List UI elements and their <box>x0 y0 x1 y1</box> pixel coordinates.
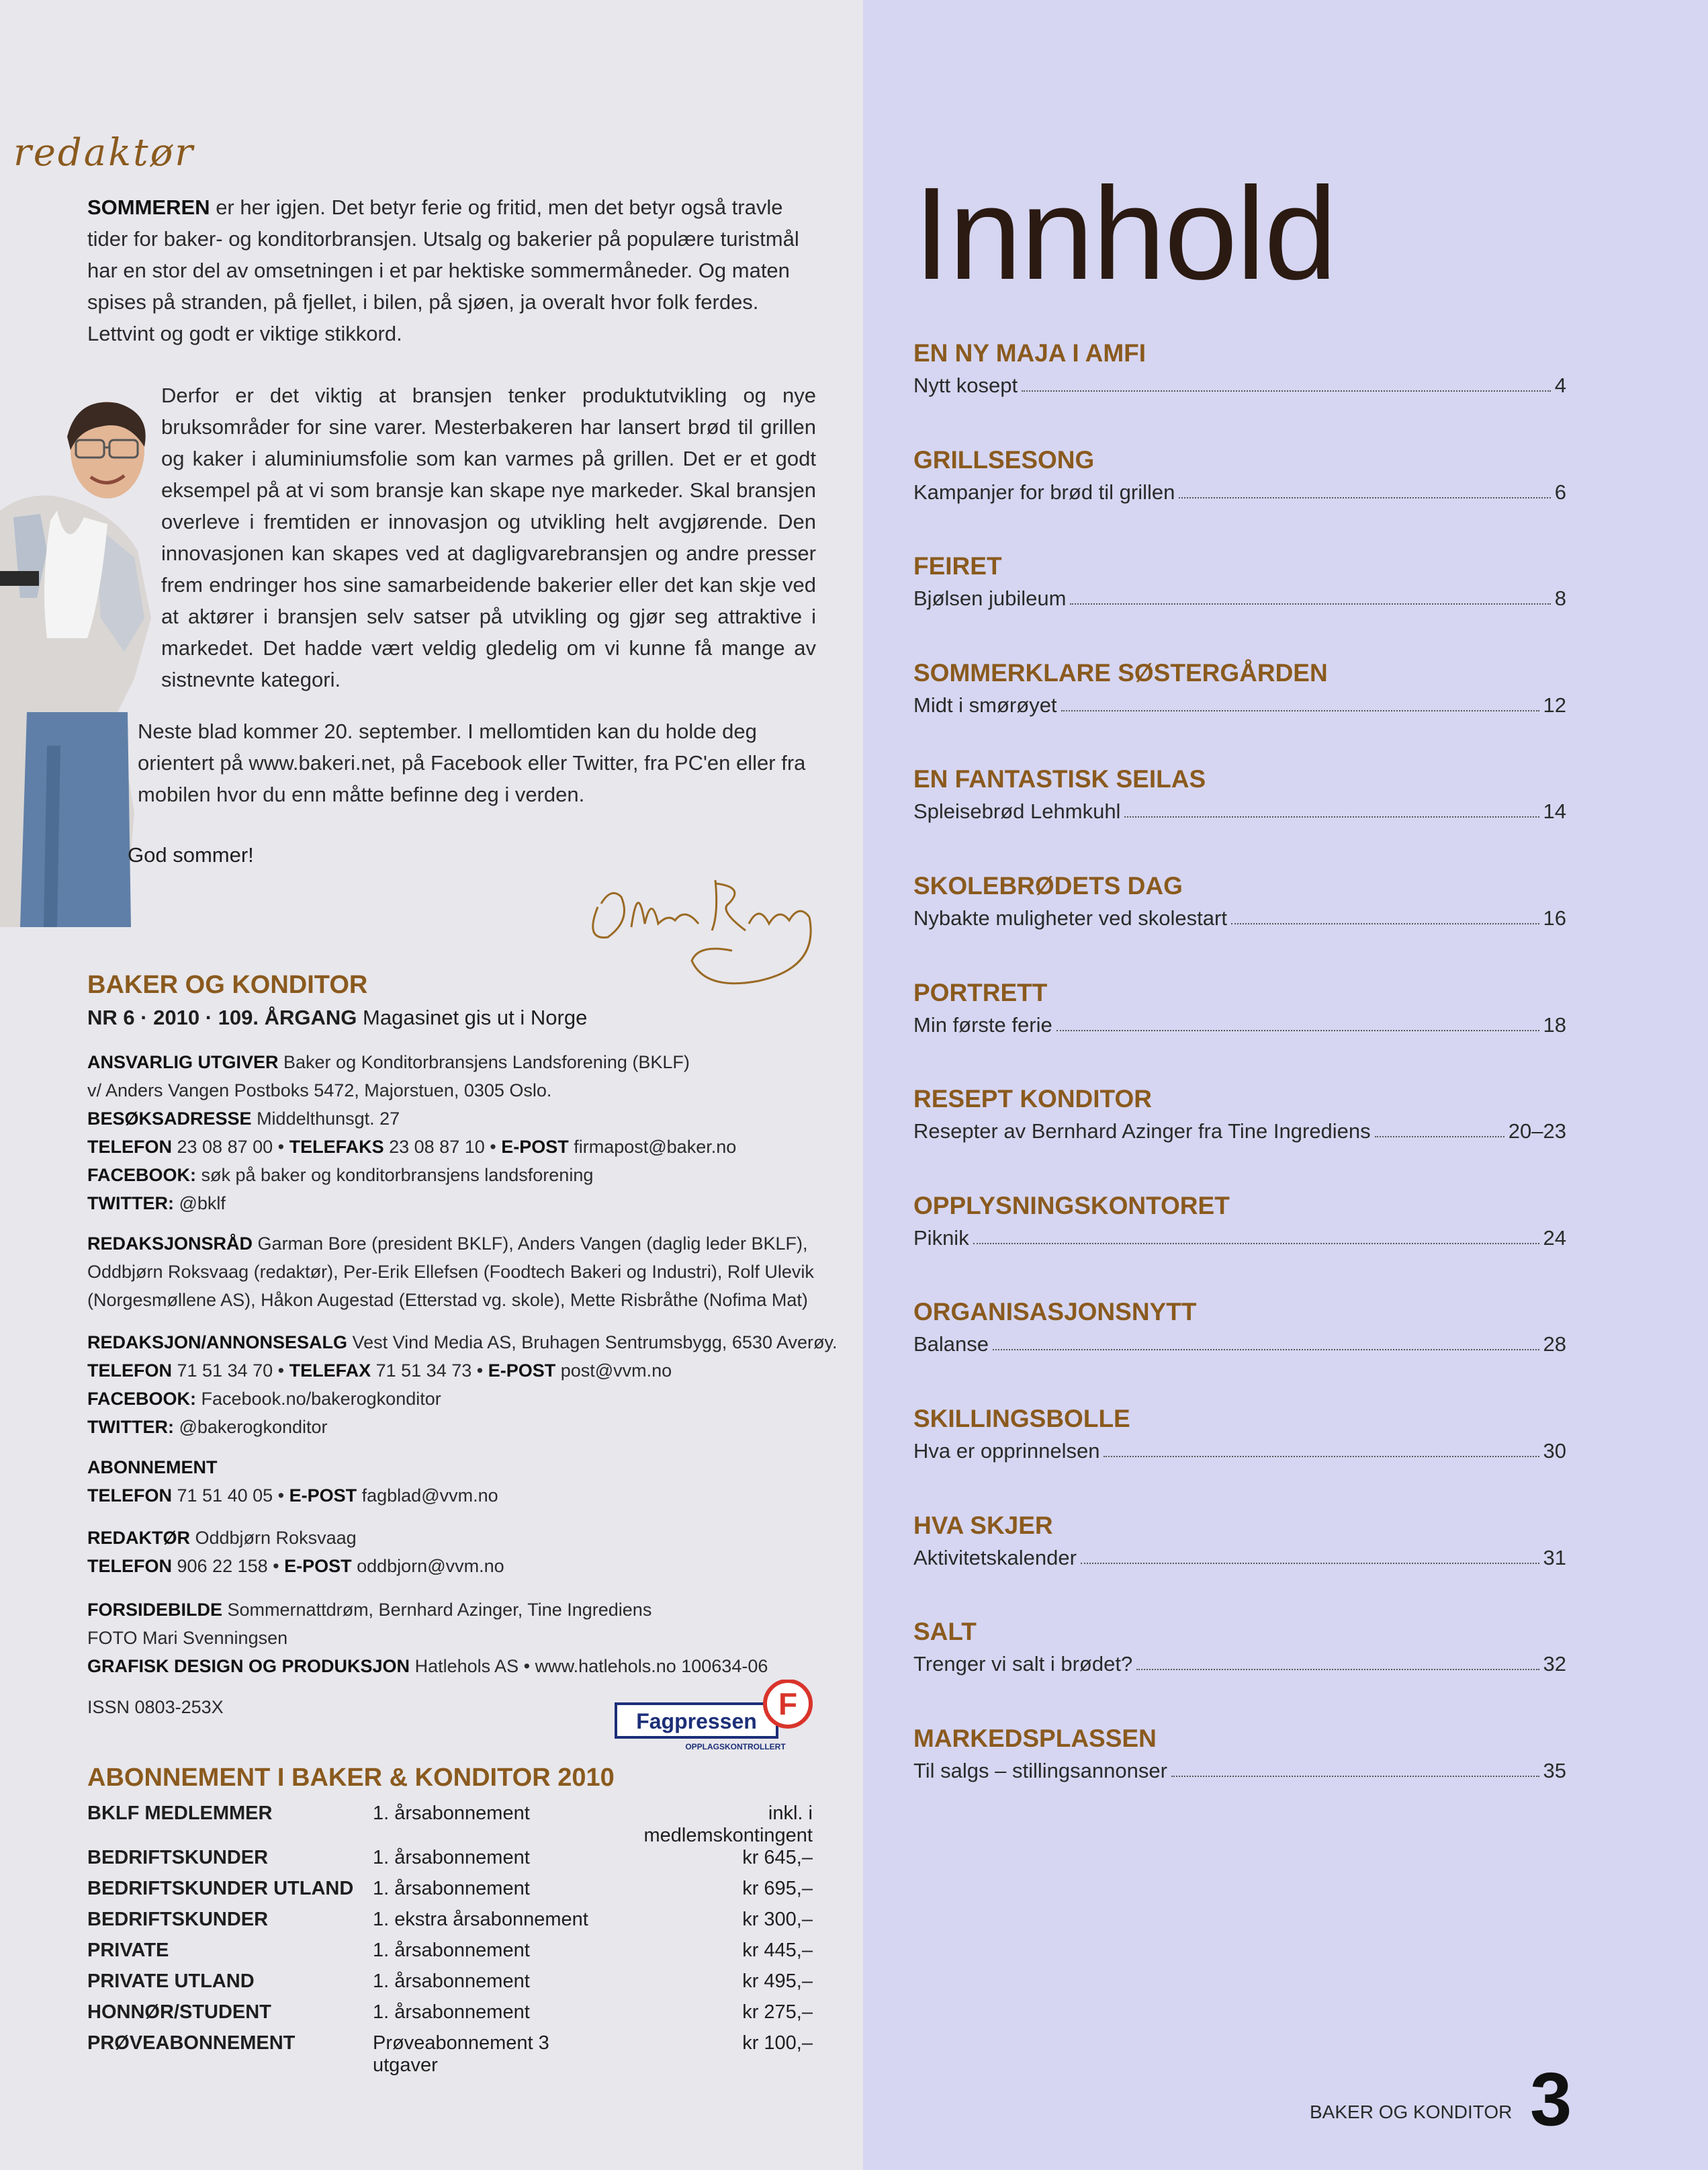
toc-subtitle: Bjølsen jubileum <box>913 587 1067 611</box>
dot-leader <box>1070 603 1550 605</box>
toc-heading: GRILLSESONG <box>913 445 1095 474</box>
toc-line <box>913 371 1566 398</box>
section-tag: redaktør <box>13 131 195 175</box>
toc-item[interactable] <box>913 1401 1566 1463</box>
publisher-block <box>87 1048 853 1217</box>
toc-subtitle: Nytt kosept <box>913 374 1018 397</box>
price: inkl. i medlemskontingent <box>643 1803 813 1846</box>
price: kr 275,– <box>742 2001 813 2023</box>
issue-line <box>87 1006 587 1030</box>
svg-text:OPPLAGSKONTROLLERT: OPPLAGSKONTROLLERT <box>685 1742 786 1751</box>
subscription-kind: 1. ekstra årsabonnement <box>373 1909 588 1930</box>
table-row <box>87 1847 813 1878</box>
toc-page-number: 24 <box>1543 1225 1566 1250</box>
dot-leader <box>1061 710 1539 711</box>
toc-item[interactable] <box>913 1188 1566 1250</box>
toc-page-number: 12 <box>1543 693 1566 717</box>
dot-leader <box>1179 497 1550 498</box>
label: REDAKSJONSRÅD <box>87 1233 253 1254</box>
subscriber-type: PRIVATE <box>87 1940 169 1961</box>
toc-line <box>913 478 1566 505</box>
subscriber-type: BKLF MEDLEMMER <box>87 1803 273 1824</box>
contents-title: Innhold <box>913 160 1337 307</box>
value: 71 51 34 70 • <box>172 1360 289 1381</box>
subscription-kind: 1. årsabonnement <box>373 2001 530 2023</box>
email[interactable]: post@vvm.no <box>555 1360 672 1381</box>
toc-subtitle: Aktivitetskalender <box>913 1545 1077 1569</box>
dot-leader <box>1081 1563 1539 1564</box>
subscription-kind: 1. årsabonnement <box>373 1878 530 1899</box>
value: 71 51 40 05 • <box>172 1485 289 1506</box>
issn: ISSN 0803-253X <box>87 1697 224 1717</box>
svg-text:Fagpressen: Fagpressen <box>636 1709 757 1733</box>
table-row <box>87 1878 813 1909</box>
toc-heading: FEIRET <box>913 552 1002 580</box>
lead-word: SOMMEREN <box>87 196 210 219</box>
table-row <box>87 1970 813 2001</box>
subscriber-type: BEDRIFTSKUNDER <box>87 1847 269 1868</box>
editor-contact-block <box>87 1524 853 1580</box>
footer-magazine-name: BAKER OG KONDITOR <box>1310 2101 1513 2122</box>
table-row <box>87 2032 813 2077</box>
greeting: God sommer! <box>128 843 254 867</box>
toc-page-number: 14 <box>1543 799 1566 824</box>
toc-item[interactable] <box>913 549 1566 611</box>
value: 906 22 158 • <box>172 1556 285 1576</box>
toc-item[interactable] <box>913 656 1566 718</box>
value: @bakerogkonditor <box>173 1417 328 1437</box>
toc-subtitle: Hva er opprinnelsen <box>913 1439 1100 1463</box>
value: søk på baker og konditorbransjens landsforening <box>196 1165 594 1185</box>
value: Hatlehols AS • www.hatlehols.no 100634-06 <box>410 1656 768 1676</box>
toc-subtitle: Midt i smørøyet <box>913 693 1057 717</box>
toc-page-number: 20–23 <box>1508 1119 1566 1143</box>
toc-item[interactable] <box>913 1721 1566 1783</box>
subscription-kind: 1. årsabonnement <box>373 1940 530 1961</box>
toc-item[interactable] <box>913 762 1566 824</box>
toc-heading: HVA SKJER <box>913 1511 1053 1539</box>
label: FORSIDEBILDE <box>87 1600 223 1620</box>
label: TELEFON <box>87 1137 172 1157</box>
toc-subtitle: Nybakte muligheter ved skolestart <box>913 906 1227 930</box>
label: REDAKSJON/ANNONSESALG <box>87 1332 348 1352</box>
label: TELEFAX <box>289 1360 371 1381</box>
subscriber-type: PRØVEABONNEMENT <box>87 2032 296 2054</box>
subscriber-type: BEDRIFTSKUNDER <box>87 1909 269 1930</box>
value: Garman Bore (president BKLF), Anders Vangen (daglig leder BKLF), Oddbjørn Roksvaag (redaktør), Per-Erik Ellefsen (Foodtech Bakeri og Industri), Rolf Ulevik (Norgesmøllene AS), Håkon Augestad (Etterstad vg. skole), Mette Risbråthe (Nofima Mat) <box>87 1233 814 1310</box>
label: E-POST <box>284 1556 352 1576</box>
label: E-POST <box>289 1485 357 1506</box>
subscription-kind: 1. årsabonnement <box>373 1803 530 1824</box>
toc-item[interactable] <box>913 443 1566 505</box>
label: FACEBOOK: <box>87 1389 196 1409</box>
value: Vest Vind Media AS, Bruhagen Sentrumsbygg, 6530 Averøy. <box>347 1332 838 1352</box>
toc-heading: OPPLYSNINGSKONTORET <box>913 1191 1230 1219</box>
toc-heading: SKILLINGSBOLLE <box>913 1405 1130 1432</box>
value: Facebook.no/bakerogkonditor <box>196 1389 441 1409</box>
price: kr 300,– <box>742 1909 813 1930</box>
toc-line <box>913 797 1566 824</box>
toc-page-number: 4 <box>1554 374 1566 397</box>
address: v/ Anders Vangen Postboks 5472, Majorstuen, 0305 Oslo. <box>87 1080 552 1100</box>
toc-item[interactable] <box>913 1082 1566 1143</box>
dot-leader <box>973 1243 1539 1244</box>
label: TELEFON <box>87 1556 172 1576</box>
toc-line <box>913 1543 1566 1570</box>
dot-leader <box>1104 1456 1539 1457</box>
editorial-paragraph-1 <box>87 191 813 349</box>
value: Sommernattdrøm, Bernhard Azinger, Tine Ingrediens <box>222 1600 652 1620</box>
label: GRAFISK DESIGN OG PRODUKSJON <box>87 1656 410 1676</box>
price: kr 695,– <box>742 1878 813 1899</box>
label: REDAKTØR <box>87 1528 190 1548</box>
issue-text: Magasinet gis ut i Norge <box>357 1006 588 1029</box>
price: kr 445,– <box>742 1940 813 1961</box>
toc-item[interactable] <box>913 1295 1566 1356</box>
toc-line <box>913 1436 1566 1463</box>
label: TWITTER: <box>87 1193 174 1213</box>
toc-line <box>913 584 1566 611</box>
dot-leader <box>993 1349 1539 1350</box>
subscription-kind: 1. årsabonnement <box>373 1970 530 1992</box>
subscriber-type: HONNØR/STUDENT <box>87 2001 271 2023</box>
editorial-board-block <box>87 1229 853 1314</box>
issue-number: NR 6 · 2010 · 109. ÅRGANG <box>87 1006 357 1029</box>
editorial-paragraph-2: Derfor er det viktig at bransjen tenker produktutvikling og nye bruksområder for sine varer. Mesterbakeren har lansert brød til grillen og kaker i aluminiumsfolie som kan varmes på grillen. Det er et godt eksempel på at vi som bransje kan skape nye markeder. Skal bransjen overleve i fremtiden er innovasjon og utvikling helt avgjørende. Den innovasjonen kan skapes ved at dagligvarebransjen og andre presser frem endringer hos sine samarbeidende bakerier eller det kan skje ved at aktører i bransjen selv satser på utvikling og gjør seg attraktive i markedet. Det hadde vært veldig gledelig om vi kunne få mange av sistnevnte kategori. <box>161 384 816 691</box>
toc-item[interactable] <box>913 1614 1566 1676</box>
toc-subtitle: Piknik <box>913 1225 969 1250</box>
dot-leader <box>1136 1669 1539 1670</box>
toc-line <box>913 1223 1566 1250</box>
editorial-paragraph-3: Neste blad kommer 20. september. I mellomtiden kan du holde deg orientert på www.bakeri.net, på Facebook eller Twitter, fra PC'en eller fra mobilen hvor du enn måtte befinne deg i verden. <box>138 720 806 806</box>
toc-page-number: 6 <box>1554 480 1566 504</box>
paragraph-text: er her igjen. Det betyr ferie og fritid, men det betyr også travle tider for baker- og konditorbransjen. Utsalg og bakerier på populære turistmål har en stor del av omsetningen i et par hektiske sommermåneder. Og maten spises på stranden, på fjellet, i bilen, på sjøen, ja overalt hvor folk ferdes. Lettvint og godt er viktige stikkord. <box>87 196 799 345</box>
toc-subtitle: Balanse <box>913 1332 989 1356</box>
toc-page-number: 28 <box>1543 1332 1566 1356</box>
svg-text:F: F <box>778 1686 798 1721</box>
toc-page-number: 32 <box>1543 1652 1566 1676</box>
subscriber-type: PRIVATE UTLAND <box>87 1970 255 1992</box>
table-row <box>87 2001 813 2032</box>
toc-heading: EN FANTASTISK SEILAS <box>913 765 1206 793</box>
toc-heading: MARKEDSPLASSEN <box>913 1724 1157 1752</box>
toc-subtitle: Trenger vi salt i brødet? <box>913 1652 1133 1676</box>
value: 23 08 87 00 • <box>172 1137 289 1157</box>
label: ANSVARLIG UTGIVER <box>87 1052 279 1072</box>
email[interactable]: fagblad@vvm.no <box>357 1485 498 1506</box>
subscription-kind: Prøveabonnement 3 utgaver <box>373 2032 549 2076</box>
toc-page-number: 35 <box>1543 1758 1566 1782</box>
value: Middelthunsgt. 27 <box>251 1109 400 1129</box>
subscription-kind: 1. årsabonnement <box>373 1847 530 1868</box>
dot-leader <box>1124 816 1539 818</box>
toc-subtitle: Kampanjer for brød til grillen <box>913 480 1175 504</box>
fagpressen-logo <box>615 1680 816 1753</box>
toc-subtitle: Til salgs – stillingsannonser <box>913 1758 1167 1782</box>
sales-block <box>87 1328 853 1441</box>
page-number: 3 <box>1530 2057 1572 2141</box>
magazine-title: BAKER OG KONDITOR <box>87 971 368 999</box>
toc-page-number: 30 <box>1543 1439 1566 1463</box>
toc-page-number: 31 <box>1543 1545 1566 1569</box>
label: E-POST <box>501 1137 569 1157</box>
photo-credit: FOTO Mari Svenningsen <box>87 1628 288 1648</box>
toc-page-number: 16 <box>1543 906 1566 930</box>
subscription-contact-block <box>87 1453 853 1510</box>
label: BESØKSADRESSE <box>87 1109 252 1129</box>
label: TELEFON <box>87 1485 172 1506</box>
toc-item[interactable] <box>913 336 1566 398</box>
value: 23 08 87 10 • <box>384 1137 502 1157</box>
toc-line <box>913 1117 1566 1143</box>
toc-subtitle: Resepter av Bernhard Azinger fra Tine Ingrediens <box>913 1119 1371 1143</box>
value: 71 51 34 73 • <box>371 1360 488 1381</box>
subscriber-type: BEDRIFTSKUNDER UTLAND <box>87 1878 354 1899</box>
toc-line <box>913 691 1566 718</box>
toc-heading: RESEPT KONDITOR <box>913 1085 1152 1113</box>
toc-heading: ORGANISASJONSNYTT <box>913 1298 1197 1326</box>
value: Oddbjørn Roksvaag <box>190 1528 357 1548</box>
toc-page-number: 8 <box>1554 587 1566 611</box>
price: kr 100,– <box>742 2032 813 2054</box>
toc-subtitle: Spleisebrød Lehmkuhl <box>913 799 1121 824</box>
toc-line <box>913 1010 1566 1037</box>
price: kr 495,– <box>742 1970 813 1992</box>
label: TELEFON <box>87 1360 172 1381</box>
toc-heading: SOMMERKLARE SØSTERGÅRDEN <box>913 658 1328 687</box>
label: ABONNEMENT <box>87 1457 218 1477</box>
toc-page-number: 18 <box>1543 1012 1566 1037</box>
email[interactable]: firmapost@baker.no <box>568 1137 737 1157</box>
toc-heading: SALT <box>913 1618 977 1646</box>
dot-leader <box>1231 923 1539 924</box>
label: E-POST <box>488 1360 556 1381</box>
toc-subtitle: Min første ferie <box>913 1012 1052 1037</box>
subscriptions-title: ABONNEMENT I BAKER & KONDITOR 2010 <box>87 1764 615 1792</box>
label: TELEFAKS <box>289 1137 384 1157</box>
value: Baker og Konditorbransjens Landsforening (BKLF) <box>278 1052 690 1072</box>
toc-item[interactable] <box>913 975 1566 1037</box>
credits-block <box>87 1596 853 1680</box>
toc-heading: EN NY MAJA I AMFI <box>913 339 1147 367</box>
table-row <box>87 1940 813 1970</box>
email[interactable]: oddbjorn@vvm.no <box>351 1556 504 1576</box>
dot-leader <box>1375 1136 1504 1137</box>
dot-leader <box>1171 1776 1539 1777</box>
dot-leader <box>1022 390 1551 392</box>
toc-item[interactable] <box>913 869 1566 930</box>
signature <box>584 867 826 1001</box>
dot-leader <box>1057 1030 1539 1031</box>
price: kr 645,– <box>742 1847 813 1868</box>
table-row <box>87 1909 813 1940</box>
toc-line <box>913 904 1566 930</box>
toc-line <box>913 1330 1566 1356</box>
toc-heading: PORTRETT <box>913 978 1048 1006</box>
toc-line <box>913 1756 1566 1783</box>
label: FACEBOOK: <box>87 1165 196 1185</box>
toc-item[interactable] <box>913 1508 1566 1570</box>
subscriptions-table <box>87 1803 813 2077</box>
toc-line <box>913 1649 1566 1676</box>
table-row <box>87 1803 813 1847</box>
label: TWITTER: <box>87 1417 174 1437</box>
value: @bklf <box>173 1193 226 1213</box>
toc-heading: SKOLEBRØDETS DAG <box>913 872 1183 900</box>
